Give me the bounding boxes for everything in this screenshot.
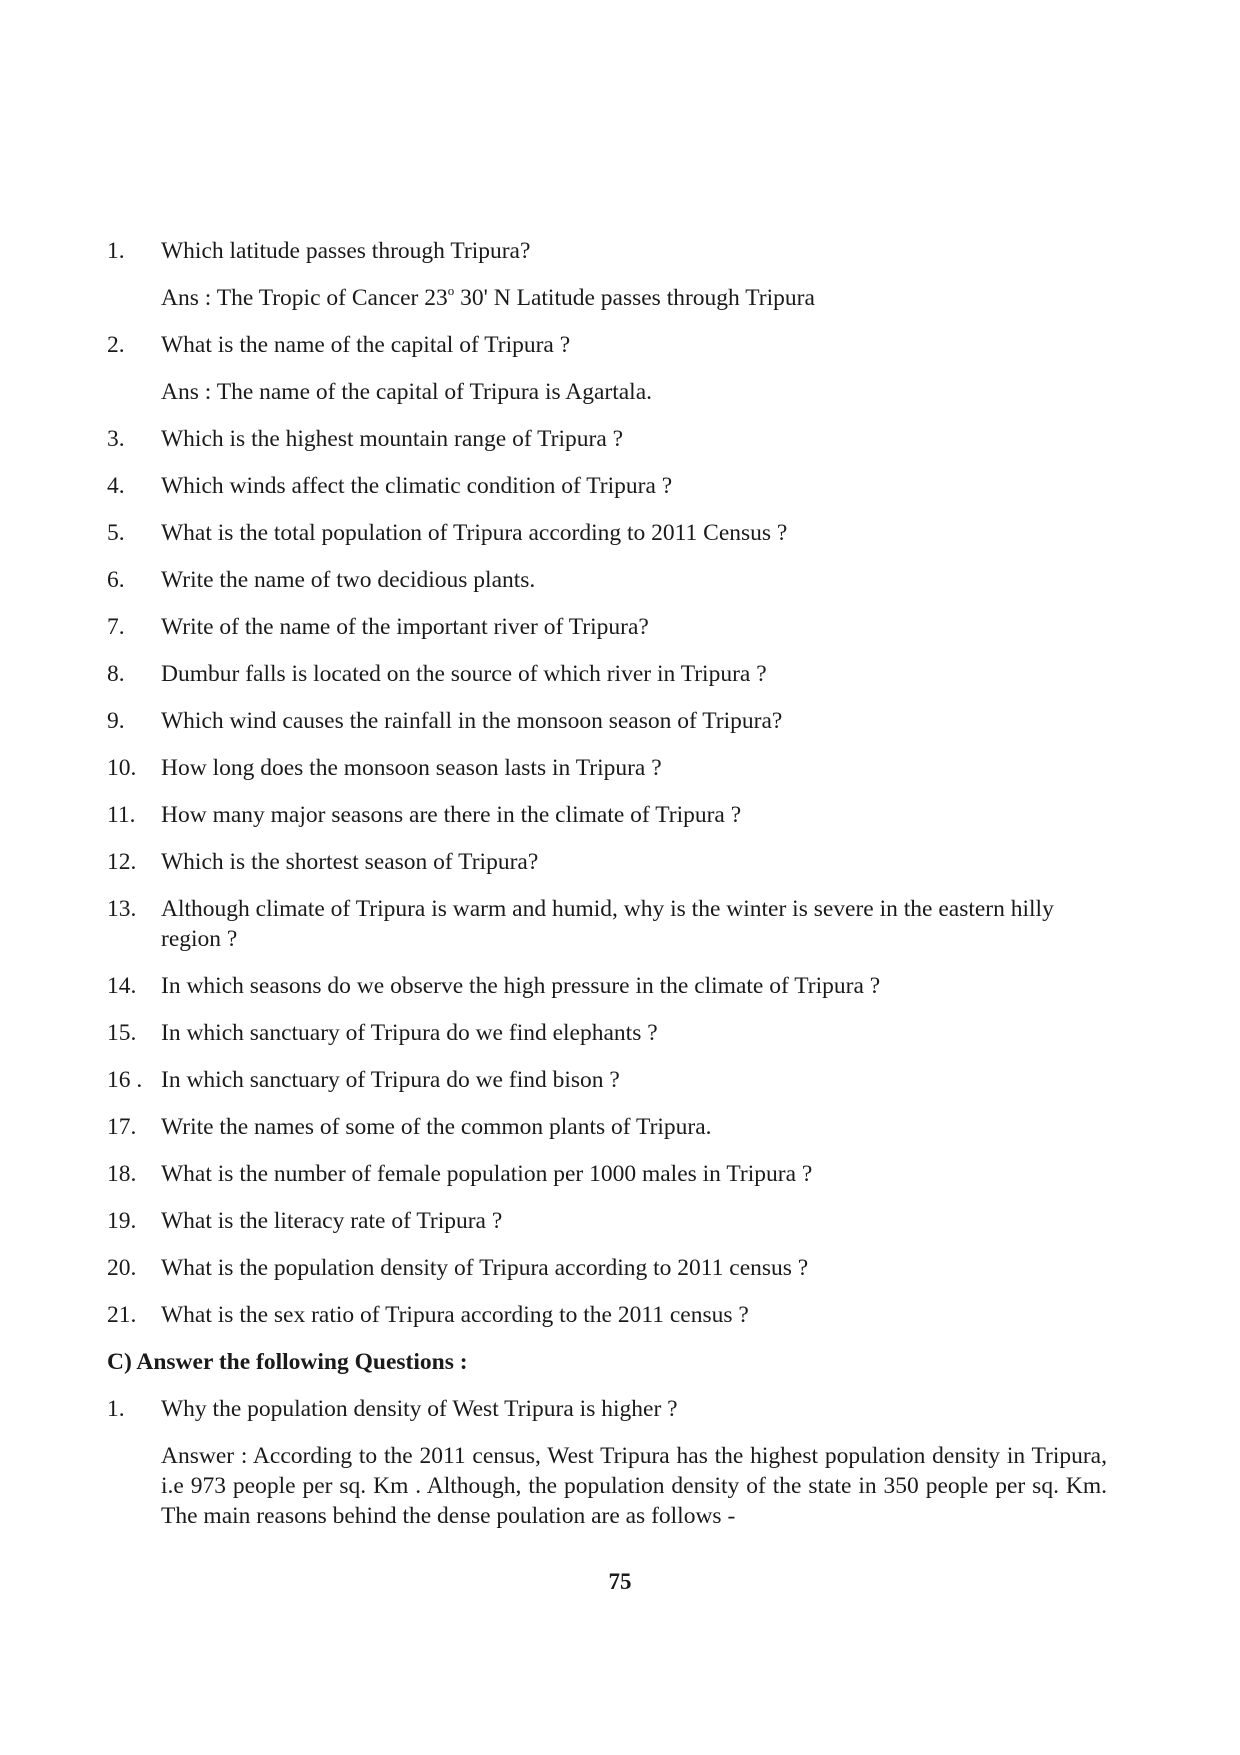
question-number: 14. [107,973,137,999]
question-number: 16 . [107,1067,143,1093]
question-item [107,1253,1107,1283]
question-number: 7. [107,614,125,640]
question-number: 18. [107,1161,137,1187]
question-text: Write the name of two decidious plants. [161,567,536,593]
question-item [107,565,1107,595]
question-text: Which latitude passes through Tripura? [161,238,531,264]
answer-suffix: 30' N Latitude passes through Tripura [454,285,815,311]
question-number: 21. [107,1302,137,1328]
question-item [107,1065,1107,1095]
question-number: 17. [107,1114,137,1140]
question-number: 3. [107,426,125,452]
question-item [107,753,1107,783]
question-number: 1. [107,1396,125,1422]
answer-text [107,283,1107,313]
question-text: Which is the shortest season of Tripura? [161,849,539,875]
question-text: In which sanctuary of Tripura do we find bison ? [161,1067,620,1093]
question-number: 2. [107,332,125,358]
section-heading: C) Answer the following Questions : [107,1349,468,1375]
question-item [107,1112,1107,1142]
question-text: What is the population density of Tripura according to 2011 census ? [161,1255,809,1281]
question-number: 8. [107,661,125,687]
question-number: 4. [107,473,125,499]
question-text: Write of the name of the important river of Tripura? [161,614,649,640]
question-number: 11. [107,802,136,828]
question-number: 19. [107,1208,137,1234]
question-number: 13. [107,896,137,922]
question-text: Which is the highest mountain range of Tripura ? [161,426,624,452]
question-text: How long does the monsoon season lasts in Tripura ? [161,755,662,781]
question-item [107,1300,1107,1330]
question-number: 5. [107,520,125,546]
question-number: 9. [107,708,125,734]
question-group [107,424,1107,1330]
question-item [107,659,1107,689]
question-item [107,1206,1107,1236]
degree-mark: o [447,283,455,298]
question-item [107,471,1107,501]
question-item [107,1159,1107,1189]
question-item [107,612,1107,642]
answer-text: Ans : The name of the capital of Tripura is Agartala. [161,379,652,405]
question-item [107,1018,1107,1048]
question-text: Dumbur falls is located on the source of which river in Tripura ? [161,661,767,687]
question-text: What is the total population of Tripura according to 2011 Census ? [161,520,788,546]
question-item [107,236,1107,266]
question-number: 1. [107,238,125,264]
question-text: Which winds affect the climatic condition of Tripura ? [161,473,673,499]
question-text: Which wind causes the rainfall in the monsoon season of Tripura? [161,708,783,734]
question-item [107,1394,1107,1424]
question-item [107,894,1107,954]
question-text: In which sanctuary of Tripura do we find elephants ? [161,1020,658,1046]
question-number: 20. [107,1255,137,1281]
question-item [107,800,1107,830]
question-text: In which seasons do we observe the high pressure in the climate of Tripura ? [161,973,881,999]
question-text: What is the name of the capital of Tripura ? [161,332,571,358]
answer-paragraph: Answer : According to the 2011 census, West Tripura has the highest population density in Tripura, i.e 973 people per sq. Km . Although, the population density of the state in 350 people per sq. Km. The main reasons behind the dense poulation are as follows - [161,1443,1107,1529]
question-item [107,518,1107,548]
page-number: 75 [608,1569,632,1594]
question-text: Although climate of Tripura is warm and humid, why is the winter is severe in the eastern hilly region ? [161,896,1054,952]
question-text: What is the sex ratio of Tripura according to the 2011 census ? [161,1302,749,1328]
question-text: How many major seasons are there in the climate of Tripura ? [161,802,742,828]
question-number: 12. [107,849,137,875]
question-item [107,706,1107,736]
question-item [107,330,1107,360]
question-number: 15. [107,1020,137,1046]
question-item [107,847,1107,877]
question-number: 6. [107,567,125,593]
question-text: What is the number of female population per 1000 males in Tripura ? [161,1161,813,1187]
question-number: 10. [107,755,137,781]
question-item [107,971,1107,1001]
question-list [107,236,1107,1531]
question-text: What is the literacy rate of Tripura ? [161,1208,503,1234]
question-text: Why the population density of West Tripura is higher ? [161,1396,678,1422]
question-item [107,424,1107,454]
answer-prefix: Ans : The Tropic of Cancer 23 [161,285,448,311]
question-text: Write the names of some of the common plants of Tripura. [161,1114,712,1140]
